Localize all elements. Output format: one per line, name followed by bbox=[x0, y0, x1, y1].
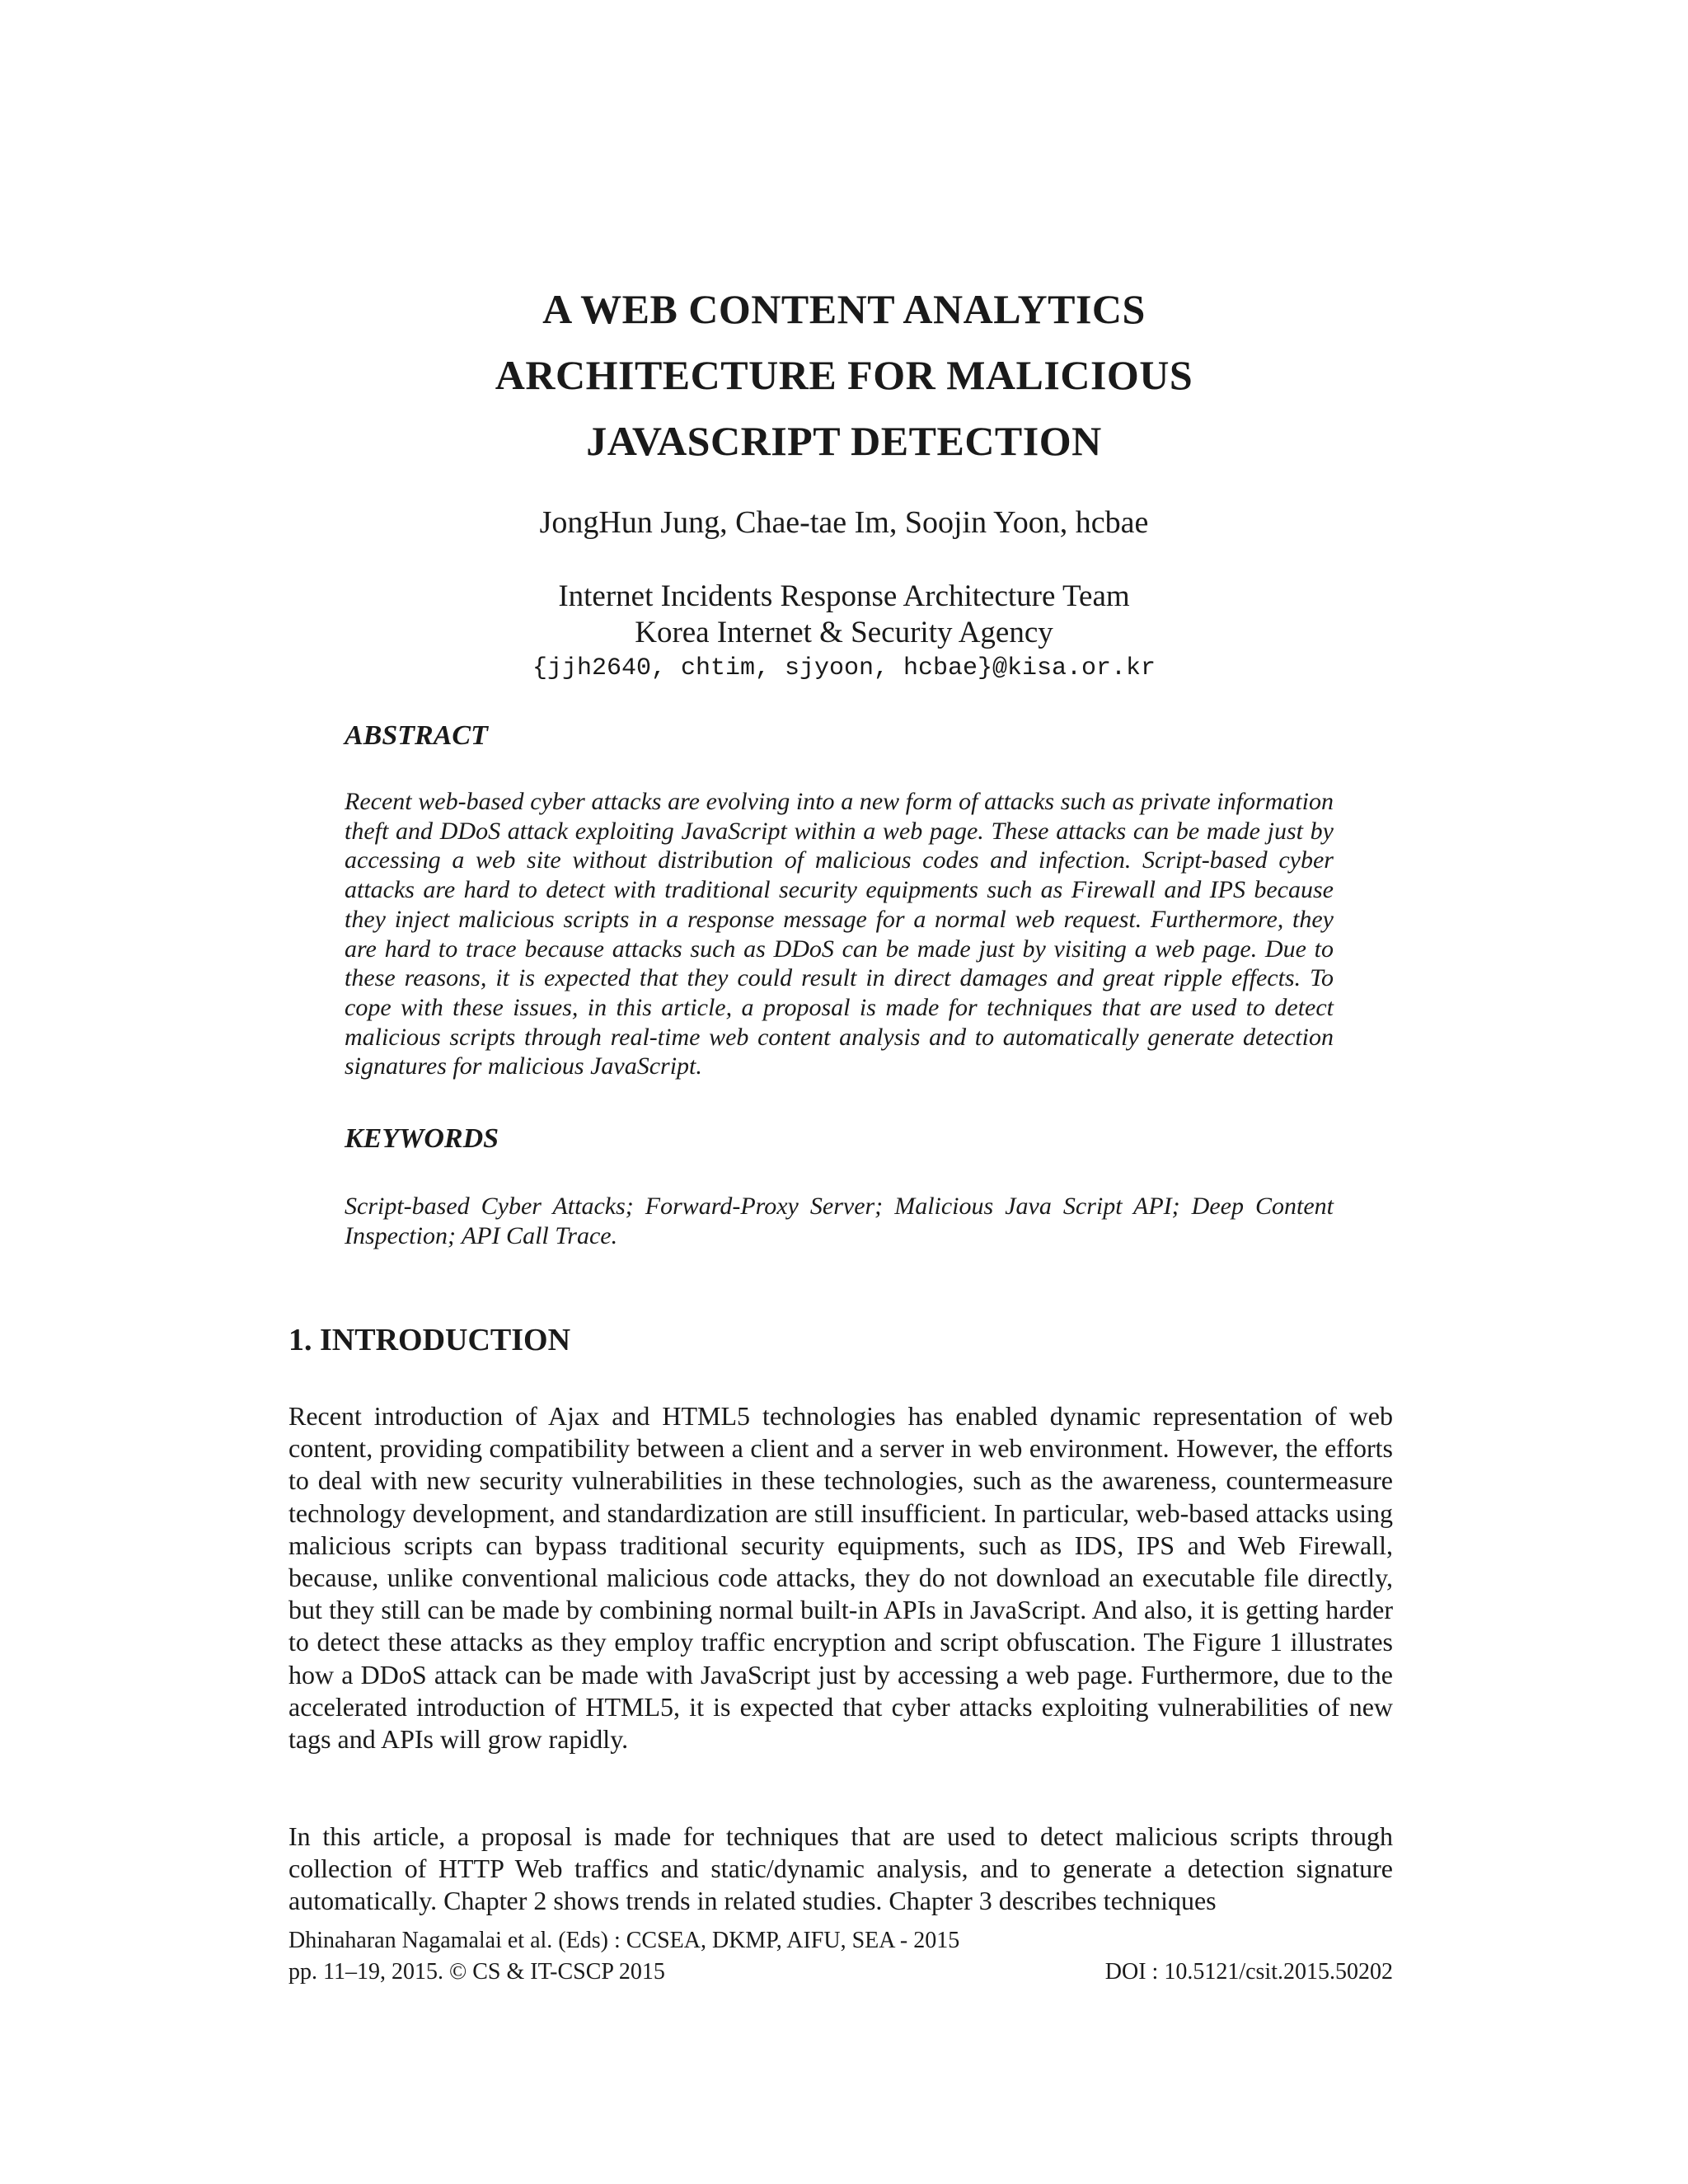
footer-pages: pp. 11–19, 2015. © CS & IT-CSCP 2015 bbox=[288, 1959, 665, 1985]
keywords-heading: KEYWORDS bbox=[345, 1123, 499, 1154]
title-line: JAVASCRIPT DETECTION bbox=[586, 418, 1102, 464]
title-line: ARCHITECTURE FOR MALICIOUS bbox=[495, 352, 1193, 398]
affiliation-line: Internet Incidents Response Architecture Team bbox=[558, 579, 1130, 613]
footer-proceedings: Dhinaharan Nagamalai et al. (Eds) : CCSEA, DKMP, AIFU, SEA - 2015 bbox=[288, 1928, 960, 1953]
author-list: JongHun Jung, Chae-tae Im, Soojin Yoon, hcbae bbox=[539, 505, 1149, 540]
footer-citation bbox=[288, 1959, 1393, 1985]
title-line: A WEB CONTENT ANALYTICS bbox=[542, 286, 1146, 332]
abstract-heading: ABSTRACT bbox=[345, 720, 488, 751]
paper-title bbox=[0, 276, 1688, 474]
footer-doi: DOI : 10.5121/csit.2015.50202 bbox=[1104, 1959, 1393, 1985]
abstract-text: Recent web-based cyber attacks are evolving into a new form of attacks such as private information theft and DDoS attack exploiting JavaScript within a web page. These attacks can be made just by accessing a web site without distribution of malicious codes and infection. Script-based cyber attacks are hard to detect with traditional security equipments such as Firewall and IPS because they inject malicious scripts in a response message for a normal web request. Furthermore, they are hard to trace because attacks such as DDoS can be made just by visiting a web page. Due to these reasons, it is expected that they could result in direct damages and great ripple effects. To cope with these issues, in this article, a proposal is made for techniques that are used to detect malicious scripts through real-time web content analysis and to automatically generate detection signatures for malicious JavaScript. bbox=[345, 788, 1334, 1080]
affiliation bbox=[0, 579, 1688, 651]
author-emails: {jjh2640, chtim, sjyoon, hcbae}@kisa.or.kr bbox=[532, 654, 1156, 682]
affiliation-line: Korea Internet & Security Agency bbox=[635, 616, 1053, 649]
keywords-text: Script-based Cyber Attacks; Forward-Proxy Server; Malicious Java Script API; Deep Content Inspection; API Call Trace. bbox=[345, 1193, 1334, 1249]
section-heading-introduction: 1. INTRODUCTION bbox=[288, 1323, 571, 1357]
intro-paragraph: Recent introduction of Ajax and HTML5 technologies has enabled dynamic representation of web content, providing compatibility between a client and a server in web environment. However, the efforts to deal with new security vulnerabilities in these technologies, such as the awareness, countermeasure technology development, and standardization are still insufficient. In particular, web-based attacks using malicious scripts can bypass traditional security equipments, such as IDS, IPS and Web Firewall, because, unlike conventional malicious code attacks, they do not download an executable file directly, but they still can be made by combining normal built-in APIs in JavaScript. And also, it is getting harder to detect these attacks as they employ traffic encryption and script obfuscation. The Figure 1 illustrates how a DDoS attack can be made with JavaScript just by accessing a web page. Furthermore, due to the accelerated introduction of HTML5, it is expected that cyber attacks exploiting vulnerabilities of new tags and APIs will grow rapidly. bbox=[288, 1401, 1393, 1755]
intro-paragraph: In this article, a proposal is made for techniques that are used to detect malicious scripts through collection of HTTP Web traffics and static/dynamic analysis, and to generate a detection signature automatically. Chapter 2 shows trends in related studies. Chapter 3 describes techniques bbox=[288, 1821, 1393, 1916]
